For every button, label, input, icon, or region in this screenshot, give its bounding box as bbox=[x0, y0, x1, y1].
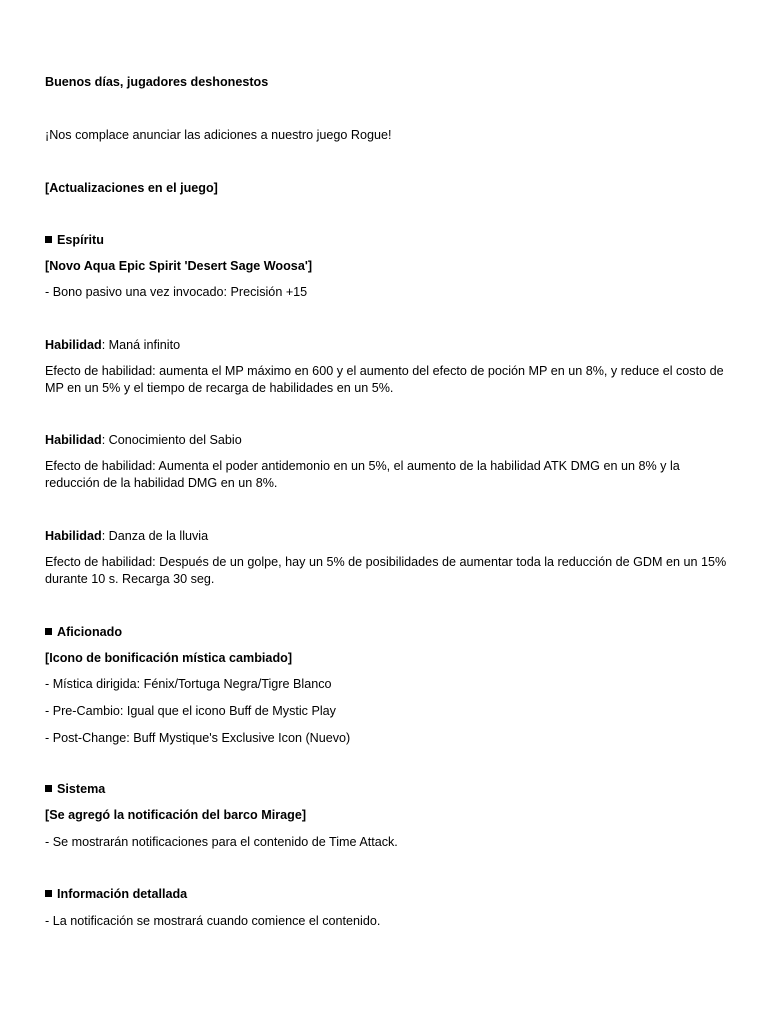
square-bullet-icon bbox=[45, 236, 52, 243]
skill-effect-2: Efecto de habilidad: Aumenta el poder antidemonio en un 5%, el aumento de la habilidad ATK DMG en un 8% y la reducción de la habilidad DMG en un 8%. bbox=[45, 459, 680, 490]
skill-label: Habilidad bbox=[45, 338, 102, 352]
section-heading-info bbox=[45, 886, 735, 903]
greeting: Buenos días, jugadores deshonestos bbox=[45, 75, 269, 89]
square-bullet-icon bbox=[45, 890, 52, 897]
skill-name: : Danza de la lluvia bbox=[101, 529, 209, 543]
skill-name: : Maná infinito bbox=[101, 338, 181, 352]
skill-name: : Conocimiento del Sabio bbox=[101, 433, 242, 447]
skill-label: Habilidad bbox=[45, 433, 102, 447]
passive-bonus: - Bono pasivo una vez invocado: Precisión +15 bbox=[45, 285, 308, 299]
section-subtitle-sistema: [Se agregó la notificación del barco Mirage] bbox=[45, 808, 307, 822]
section-title: Aficionado bbox=[57, 625, 123, 639]
list-item: - Pre-Cambio: Igual que el icono Buff de Mystic Play bbox=[45, 704, 336, 718]
skill-effect-1: Efecto de habilidad: aumenta el MP máximo en 600 y el aumento del efecto de poción MP en un 8%, y reduce el costo de MP en un 5% y el tiempo de recarga de habilidades en un 5%. bbox=[45, 364, 724, 395]
list-item: - La notificación se mostrará cuando comience el contenido. bbox=[45, 914, 381, 928]
square-bullet-icon bbox=[45, 628, 52, 635]
skill-label: Habilidad bbox=[45, 529, 102, 543]
section-subtitle-espiritu: [Novo Aqua Epic Spirit 'Desert Sage Woosa'] bbox=[45, 259, 313, 273]
section-heading-espiritu bbox=[45, 232, 735, 249]
list-item: - Se mostrarán notificaciones para el contenido de Time Attack. bbox=[45, 835, 398, 849]
section-heading-sistema bbox=[45, 781, 735, 798]
section-title: Sistema bbox=[57, 782, 106, 796]
list-item: - Post-Change: Buff Mystique's Exclusive Icon (Nuevo) bbox=[45, 731, 351, 745]
section-title: Espíritu bbox=[57, 233, 104, 247]
section-subtitle-aficionado: [Icono de bonificación mística cambiado] bbox=[45, 651, 293, 665]
skill-title-1 bbox=[45, 337, 735, 354]
skill-title-3 bbox=[45, 528, 735, 545]
updates-heading: [Actualizaciones en el juego] bbox=[45, 181, 218, 195]
list-item: - Mística dirigida: Fénix/Tortuga Negra/Tigre Blanco bbox=[45, 677, 332, 691]
skill-title-2 bbox=[45, 432, 735, 449]
section-heading-aficionado bbox=[45, 624, 735, 641]
square-bullet-icon bbox=[45, 785, 52, 792]
section-title: Información detallada bbox=[57, 887, 188, 901]
intro-text: ¡Nos complace anunciar las adiciones a nuestro juego Rogue! bbox=[45, 128, 392, 142]
skill-effect-3: Efecto de habilidad: Después de un golpe, hay un 5% de posibilidades de aumentar toda la reducción de GDM en un 15% durante 10 s. Recarga 30 seg. bbox=[45, 555, 727, 586]
